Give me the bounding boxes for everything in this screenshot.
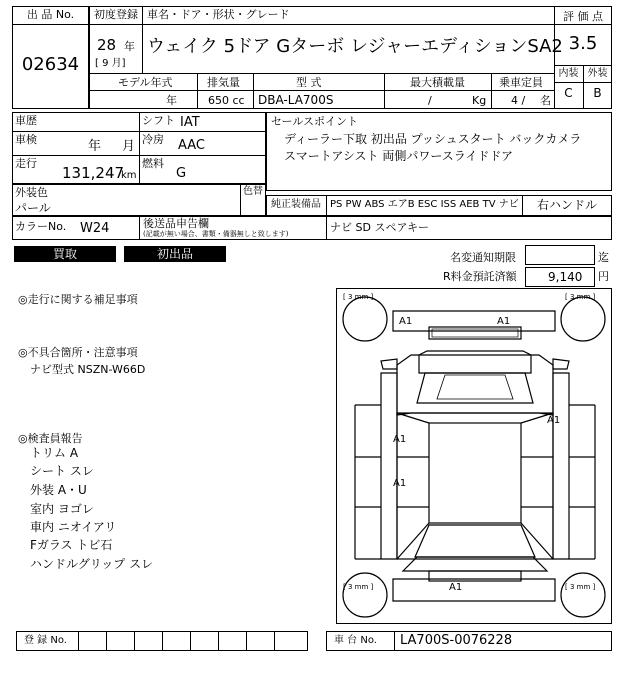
sales-point-line1: ディーラー下取 初出品 プッシュスタート バックカメラ [284, 132, 582, 146]
recycle-label: R料金預託済額 [443, 270, 517, 283]
color-no: W24 [80, 221, 110, 236]
shaken-month: 月 [122, 139, 136, 154]
fuel: G [176, 166, 187, 181]
tire-label-rl: [ 3 mm ] [343, 583, 374, 591]
mileage-change-unit: 迄 [598, 251, 609, 264]
max-load-unit: Kg [472, 94, 487, 107]
ac: AAC [178, 138, 205, 153]
capacity-label: 乗車定員 [499, 76, 543, 89]
type-label: 型 式 [296, 76, 322, 89]
options: ナビ SD スペアキー [330, 221, 430, 234]
model-year-unit: 年 [166, 94, 177, 107]
car-body-outline [393, 311, 555, 331]
sales-point-line2: スマートアシスト 両側パワースライドドア [284, 149, 514, 163]
equipment: PS PW ABS エアB ESC ISS AEB TV ナビ [330, 199, 519, 210]
model-year-label: モデル年式 [118, 76, 173, 89]
damage-mark: A1 [399, 316, 413, 327]
tire-rear-left [343, 573, 387, 617]
mileage-unit: km [121, 170, 137, 181]
interior-label: 内装 [558, 68, 579, 79]
mileage: 131,247 [62, 164, 125, 182]
mileage-change-label: 名変通知期限 [450, 251, 516, 264]
ac-label: 冷房 [142, 133, 164, 146]
inspector-line: Fガラス トビ石 [30, 538, 113, 552]
damage-mark: A1 [547, 415, 561, 426]
damage-mark: A1 [449, 582, 463, 593]
recycle-unit: 円 [598, 270, 609, 283]
chassis-label: 車 台 No. [334, 635, 377, 646]
max-load-slash: / [428, 94, 432, 107]
chassis-no: LA700S-0076228 [400, 633, 513, 648]
first-reg-year: 28 [97, 36, 117, 54]
shaken-year: 年 [88, 139, 102, 154]
tire-label-rr: [ 3 mm ] [565, 583, 596, 591]
fuel-label: 燃料 [142, 157, 164, 170]
car-name-label: 車名・ドア・形状・グレード [147, 8, 290, 21]
exterior-label: 外装 [587, 68, 608, 79]
model-type: DBA-LA700S [258, 93, 334, 107]
tire-label-fr: [ 3 mm ] [565, 293, 596, 301]
first-listing-badge: 初出品 [124, 246, 226, 262]
car-diagram-frame [336, 288, 612, 624]
damage-mark: A1 [393, 478, 407, 489]
lot-no: 02634 [21, 54, 80, 75]
inspector-line: シート スレ [30, 464, 94, 478]
equipment-label: 純正装備品 [271, 199, 321, 210]
after-note: (記載が無い場合、書類・備器無しと致します) [143, 230, 289, 238]
ext-color-label: 外装色 [15, 186, 48, 199]
displacement: 650 cc [208, 94, 245, 107]
car-name: ウェイク 5ドア Gターボ レジャーエディションSA2 [147, 36, 563, 57]
tire-label-fl: [ 3 mm ] [343, 293, 374, 301]
year-unit: 年 [124, 40, 135, 53]
mileage-change-box [525, 245, 595, 265]
color-no-label: カラーNo. [15, 220, 67, 233]
inspector-title: ◎検査員報告 [18, 432, 83, 445]
driving-notes-title: ◎走行に関する補足事項 [18, 293, 138, 306]
inspector-line: ハンドルグリップ スレ [30, 557, 154, 571]
color-change-label: 色替 [243, 186, 263, 197]
first-reg-label: 初度登録 [94, 8, 138, 21]
sales-point-label: セールスポイント [271, 115, 359, 128]
first-reg-month: [ 9 月] [95, 58, 126, 69]
inspector-line: 外装 A・U [30, 483, 87, 497]
damage-mark: A1 [393, 434, 407, 445]
history-label: 車歴 [15, 114, 37, 127]
interior-grade: C [564, 86, 573, 100]
after-label: 後送品申告欄 [143, 217, 209, 230]
capacity: 4 / [511, 94, 526, 107]
score-label: 評 価 点 [563, 10, 603, 23]
tire-front-left [343, 297, 387, 341]
inspector-line: トリム A [30, 446, 79, 460]
inspector-line: 車内 ニオイアリ [30, 520, 117, 534]
car-diagram [337, 289, 613, 625]
inspector-line: 室内 ヨゴレ [30, 502, 94, 516]
exterior-grade: B [593, 86, 602, 100]
reg-no-label: 登 録 No. [24, 635, 67, 646]
defect-notes-title: ◎不具合箇所・注意事項 [18, 346, 138, 359]
displacement-label: 排気量 [207, 76, 240, 89]
max-load-label: 最大積載量 [410, 76, 465, 89]
shift-label: シフト [142, 114, 175, 127]
damage-mark: A1 [497, 316, 511, 327]
handle-side: 右ハンドル [537, 198, 598, 212]
mileage-label: 走行 [15, 157, 37, 170]
lot-no-label: 出 品 No. [26, 8, 75, 21]
tire-rear-right [561, 573, 605, 617]
ext-color: パール [15, 201, 51, 215]
shift: IAT [180, 115, 200, 130]
score: 3.5 [568, 33, 598, 54]
buy-badge: 買取 [14, 246, 116, 262]
capacity-unit: 名 [540, 94, 551, 107]
defect-line: ナビ型式 NSZN-W66D [30, 363, 146, 376]
shaken-label: 車検 [15, 133, 37, 146]
tire-front-right [561, 297, 605, 341]
recycle-value: 9,140 [548, 270, 583, 284]
